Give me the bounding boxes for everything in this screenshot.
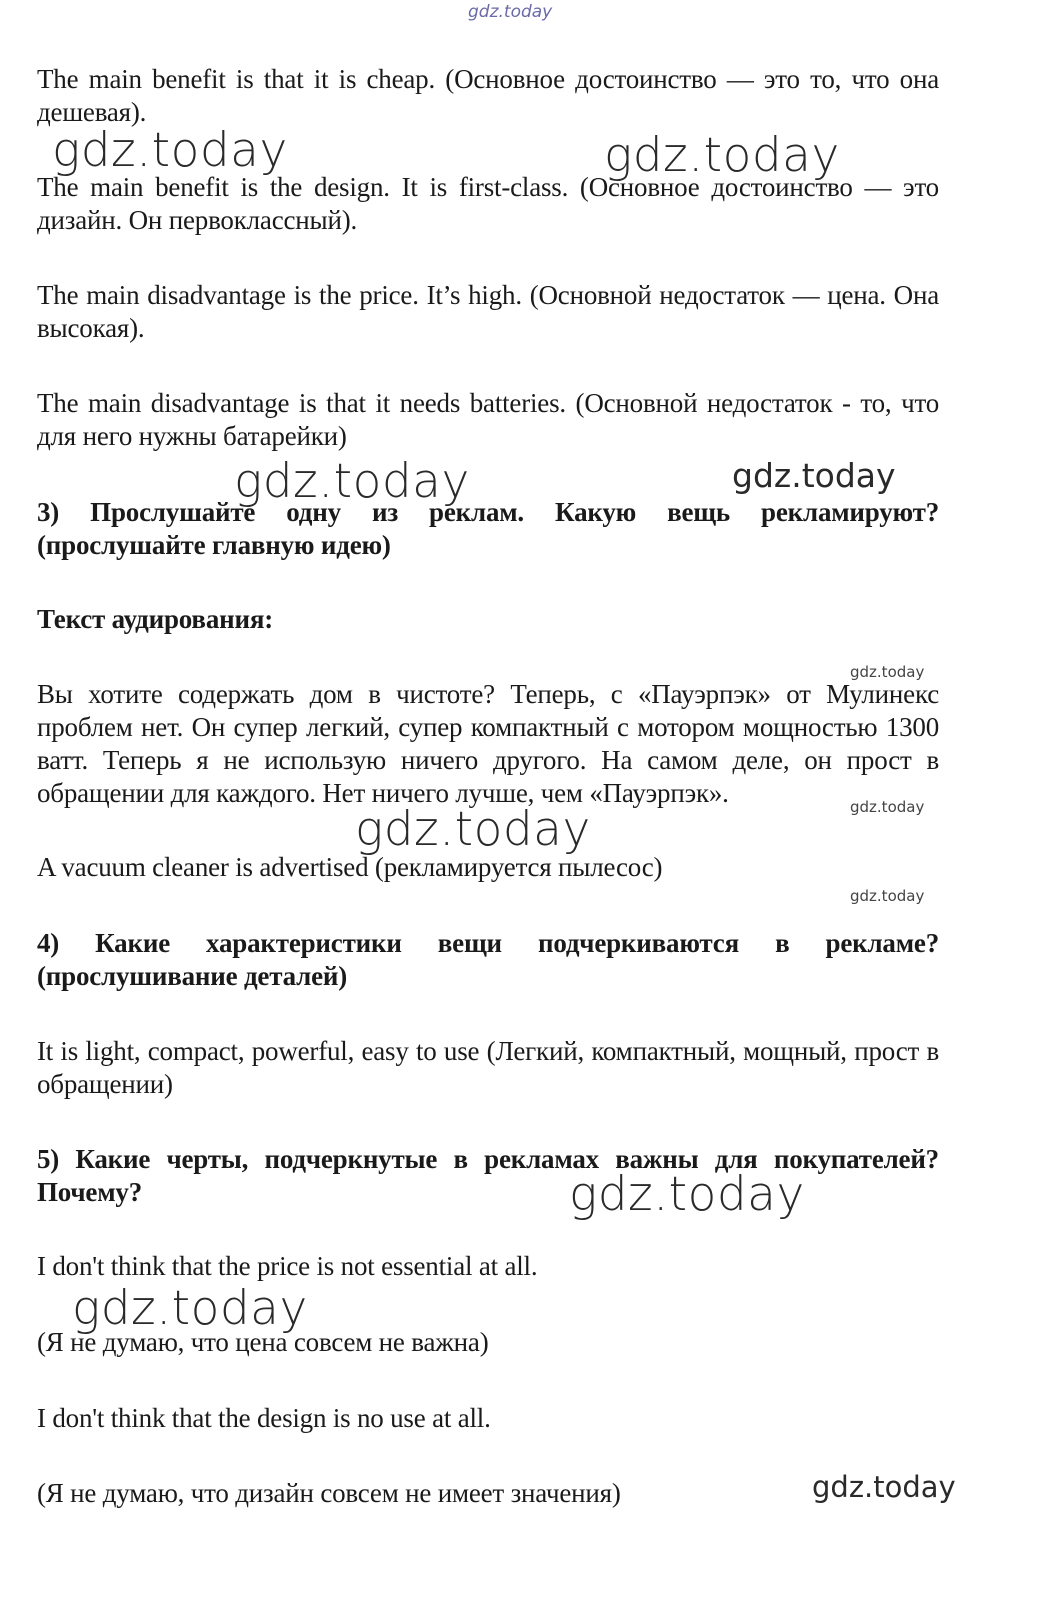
watermark: gdz.today [234,454,470,509]
paragraph-disadvantage-price: The main disadvantage is the price. It’s high. (Основной недостаток — цена. Она высокая). [37,280,939,343]
transcript-heading: Текст аудирования: [37,604,274,634]
paragraph-benefit-design: The main benefit is the design. It is first-class. (Основное достоинство — это дизайн. Он первоклассный). [37,172,939,235]
task-5-answer-ru-2: (Я не думаю, что дизайн совсем не имеет значения) [37,1478,621,1508]
watermark: gdz.today [569,1167,805,1222]
task-5-answer-en-1: I don't think that the price is not essential at all. [37,1251,538,1281]
header-watermark: gdz.today [468,2,553,22]
watermark: gdz.today [52,123,288,178]
transcript-text: Вы хотите содержать дом в чистоте? Теперь, с «Пауэрпэк» от Мулинекс проблем нет. Он супер легкий, супер компактный с мотором мощностью 1300 ватт. Теперь я не использую ничего другого. На самом деле, он прост в обращении для каждого. Нет ничего лучше, чем «Пауэрпэк». [37,679,939,808]
paragraph-disadvantage-batteries: The main disadvantage is that it needs batteries. (Основной недостаток - то, что для него нужны батарейки) [37,388,939,451]
task-4-heading: 4) Какие характеристики вещи подчеркиваются в рекламе? (прослушивание деталей) [37,928,939,991]
watermark: gdz.today [732,456,896,495]
task-3-answer: A vacuum cleaner is advertised (рекламируется пылесос) [37,852,663,882]
task-3-heading: 3) Прослушайте одну из реклам. Какую вещь рекламируют? (прослушайте главную идею) [37,497,939,560]
task-5-answer-en-2: I don't think that the design is no use at all. [37,1403,491,1433]
task-5-answer-ru-1: (Я не думаю, что цена совсем не важна) [37,1327,489,1357]
watermark: gdz.today [850,798,925,816]
watermark: gdz.today [355,802,591,857]
watermark: gdz.today [850,663,925,681]
watermark: gdz.today [72,1281,308,1336]
watermark: gdz.today [604,128,840,183]
watermark: gdz.today [812,1470,956,1504]
watermark: gdz.today [850,887,925,905]
task-5-heading: 5) Какие черты, подчеркнутые в рекламах важны для покупателей? Почему? [37,1144,939,1207]
task-4-answer: It is light, compact, powerful, easy to use (Легкий, компактный, мощный, прост в обращении) [37,1036,939,1099]
paragraph-benefit-cheap: The main benefit is that it is cheap. (Основное достоинство — это то, что она дешевая). [37,64,939,127]
